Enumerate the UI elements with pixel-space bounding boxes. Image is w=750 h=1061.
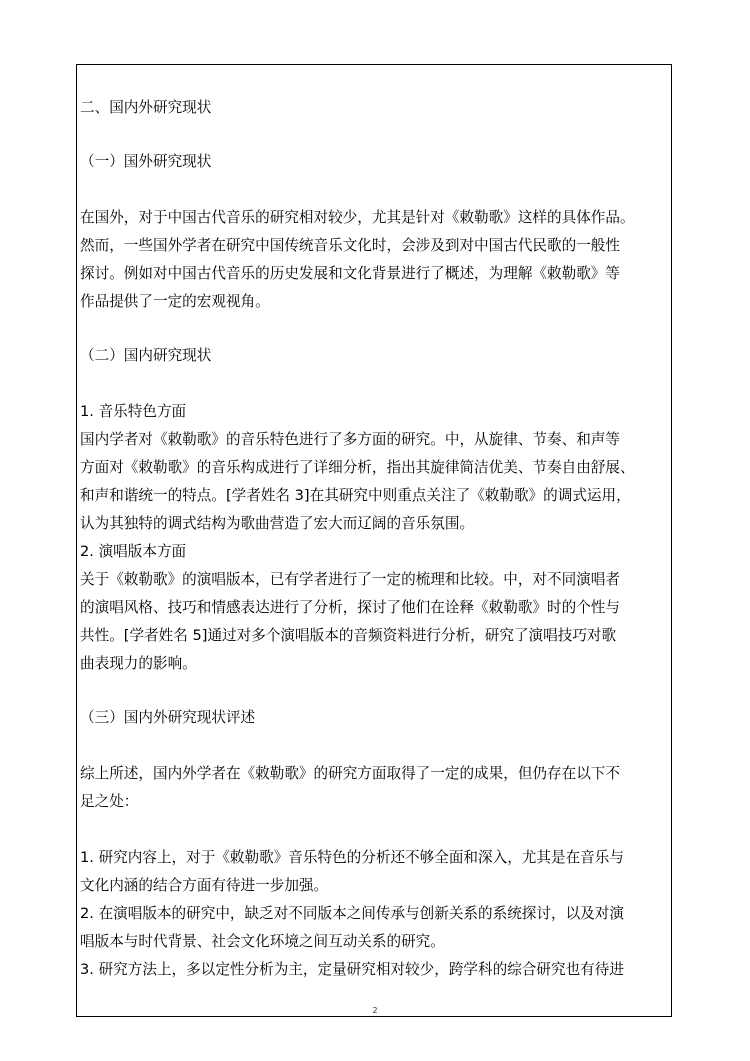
subheading-versions: 2. 演唱版本方面 bbox=[80, 543, 187, 560]
deficiency-line: 1. 研究内容上，对于《敕勒歌》音乐特色的分析还不够全面和深入，尤其是在音乐与 bbox=[80, 849, 624, 866]
deficiency-line: 唱版本与时代背景、社会文化环境之间互动关系的研究。 bbox=[80, 933, 445, 950]
paragraph-line: 方面对《敕勒歌》的音乐构成进行了详细分析，指出其旋律简洁优美、节奏自由舒展、 bbox=[80, 459, 635, 476]
page-number: 2 bbox=[372, 1006, 378, 1015]
deficiency-line: 文化内涵的结合方面有待进一步加强。 bbox=[80, 877, 329, 894]
paragraph-line: 足之处： bbox=[80, 793, 139, 810]
paragraph-line: 综上所述，国内外学者在《敕勒歌》的研究方面取得了一定的成果，但仍存在以下不 bbox=[80, 765, 620, 782]
deficiency-line: 2. 在演唱版本的研究中，缺乏对不同版本之间传承与创新关系的系统探讨，以及对演 bbox=[80, 905, 624, 922]
paragraph-line: 认为其独特的调式结构为歌曲营造了宏大而辽阔的音乐氛围。 bbox=[80, 515, 475, 532]
paragraph-line: 关于《敕勒歌》的演唱版本，已有学者进行了一定的梳理和比较。中，对不同演唱者 bbox=[80, 571, 620, 588]
paragraph-line: 在国外，对于中国古代音乐的研究相对较少，尤其是针对《敕勒歌》这样的具体作品。 bbox=[80, 209, 635, 226]
paragraph-line: 国内学者对《敕勒歌》的音乐特色进行了多方面的研究。中，从旋律、节奏、和声等 bbox=[80, 431, 620, 448]
paragraph-line: 然而，一些国外学者在研究中国传统音乐文化时，会涉及到对中国古代民歌的一般性 bbox=[80, 237, 620, 254]
paragraph-line: 和声和谐统一的特点。[学者姓名 3]在其研究中则重点关注了《敕勒歌》的调式运用， bbox=[80, 487, 631, 504]
subheading-music: 1. 音乐特色方面 bbox=[80, 403, 187, 420]
page-frame bbox=[76, 64, 672, 1017]
subsection-heading-foreign: （一）国外研究现状 bbox=[80, 153, 212, 170]
paragraph-line: 的演唱风格、技巧和情感表达进行了分析，探讨了他们在诠释《敕勒歌》时的个性与 bbox=[80, 599, 620, 616]
subsection-heading-review: （三）国内外研究现状评述 bbox=[80, 709, 256, 726]
deficiency-line: 3. 研究方法上，多以定性分析为主，定量研究相对较少，跨学科的综合研究也有待进 bbox=[80, 961, 624, 978]
paragraph-line: 探讨。例如对中国古代音乐的历史发展和文化背景进行了概述，为理解《敕勒歌》等 bbox=[80, 265, 620, 282]
paragraph-line: 共性。[学者姓名 5]通过对多个演唱版本的音频资料进行分析，研究了演唱技巧对歌 bbox=[80, 627, 617, 644]
paragraph-line: 作品提供了一定的宏观视角。 bbox=[80, 293, 270, 310]
subsection-heading-domestic: （二）国内研究现状 bbox=[80, 347, 212, 364]
paragraph-line: 曲表现力的影响。 bbox=[80, 655, 197, 672]
section-heading: 二、国内外研究现状 bbox=[80, 99, 212, 116]
